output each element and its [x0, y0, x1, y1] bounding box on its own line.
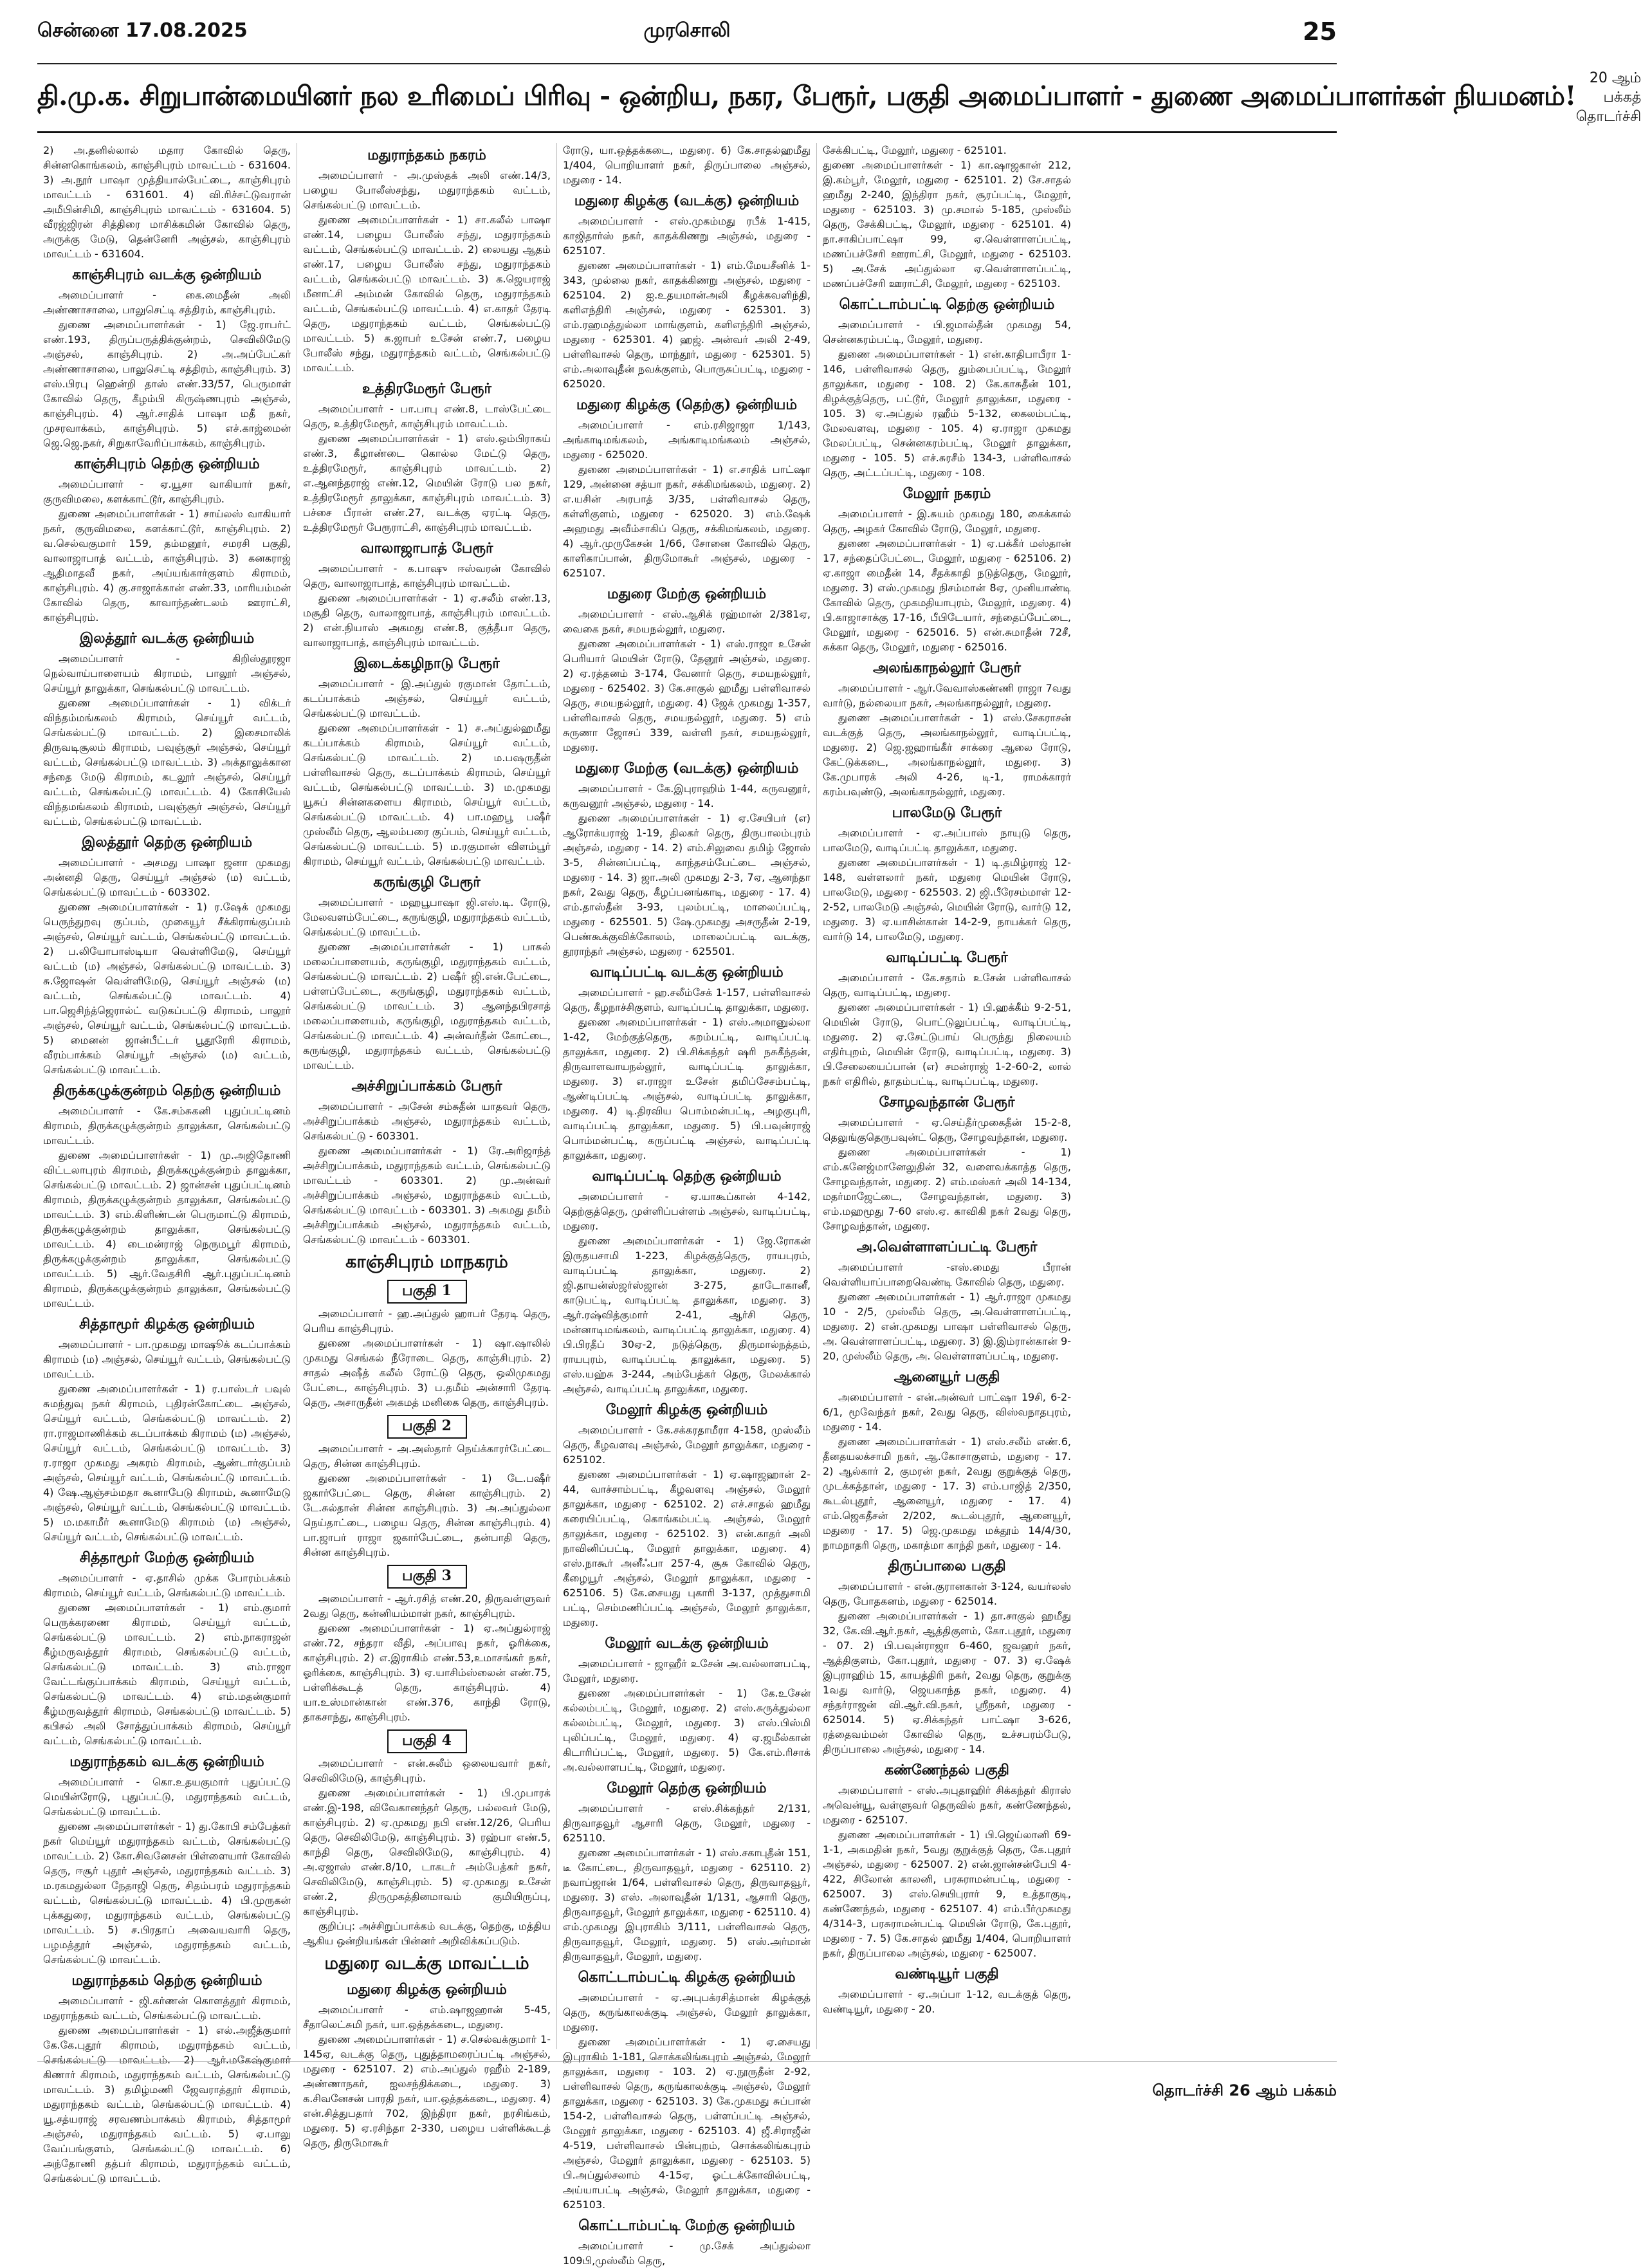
- paragraph: துணை அமைப்பாளர்கள் - 1) ஏ.அப்துல்ராஜ் எண்.72, சந்தரா வீதி, அப்பாவு நகர், ஓரிக்கை, காஞ்சிபுரம். 2) எ.இராகிம் எண்.53,உமாசங்கர் நகர், ஓரிக்கை, காஞ்சிபுரம். 3) ஏ.யாசிம்ஸ்லைன் எண்.75, பள்ளிக்கூடத் தெரு, காஞ்சிபுரம். 4) யா.உஸ்மான்கான் எண்.376, காந்தி ரோடு, தாகசாந்து, காஞ்சிபுரம்.: [303, 1622, 551, 1723]
- section: [303, 655, 551, 869]
- paragraph: அமைப்பாளர் - கிறிஸ்தூரஜா நெல்வாய்பாளையம் கிராமம், பாலூர் அஞ்சல், செய்யூர் தாலுக்கா, செங்கல்பட்டு மாவட்டம்.: [43, 652, 291, 694]
- section: [563, 143, 811, 187]
- headline-row: [37, 64, 1641, 133]
- section-title: மேலூர் நகரம்: [903, 485, 991, 502]
- paragraph: அமைப்பாளர் - ஆர்.வேவாஸ்கண்ணி ராஜா 7வது வார்டு, நல்லையா நகர், அலங்காநல்லூர், மதுரை.: [823, 682, 1071, 709]
- section: [303, 147, 551, 375]
- section-title: திருக்கழுக்குன்றம் தெற்கு ஒன்றியம்: [53, 1082, 281, 1099]
- paragraph: ரோடு, யா.ஒத்தக்கடை, மதுரை. 6) கே.சாதல்ஹமீது 1/404, பொறியாளர் நகர், திருப்பாலை அஞ்சல், மதுரை - 14.: [563, 144, 811, 186]
- section-title: பகுதி 2: [387, 1415, 467, 1439]
- paragraph: அமைப்பாளர் - ஹ.அப்துல் ஹாபர் தேரடி தெரு, பெரிய காஞ்சிபுரம்.: [303, 1307, 551, 1334]
- section-title: வாலாஜாபாத் பேரூர்: [360, 540, 493, 557]
- section: [823, 485, 1071, 654]
- section: [43, 456, 291, 625]
- section-title: மதுரை வடக்கு மாவட்டம்: [324, 1953, 529, 1973]
- paragraph: அமைப்பாளர் - ஏ.யூசா வாகியார் நகர், குருவிமலை, களக்காட்டூர், காஞ்சிபுரம்.: [43, 478, 291, 505]
- section-title: காஞ்சிபுரம் மாநகரம்: [345, 1252, 508, 1272]
- paragraph: அமைப்பாளர் - கே.சம்சுகனி புதுப்பட்டினம் கிராமம், திருக்கழுக்குன்றம் தாலுக்கா, செங்கல்பட்டு மாவட்டம்.: [43, 1105, 291, 1147]
- paragraph: துணை அமைப்பாளர்கள் - 1) எம்.சுனேஜ்மானேலுதின் 32, வளைவக்காத்த தெரு, சோழவந்தான், மதுரை. 2) எம்.மஸ்கர் அலி 14-134, மதர்மாஜேட்டை, சோழவந்தான், மதுரை. 3) எம்.மஹமூது 7-60 எஸ்.ஏ. காவிகி நகர் 2வது தெரு, சோழவந்தான், மதுரை.: [823, 1146, 1071, 1232]
- paragraph: துணை அமைப்பாளர்கள் - 1) கே.உசேன் கல்லம்பட்டி, மேலூர், மதுரை. 2) எஸ்.சுருக்துல்லா கல்லம்பட்டி, மேலூர், மதுரை. 3) எஸ்.பிஸ்மி புலிப்பட்டி, மேலூர், மதுரை. 4) ஏ.ஜமீல்கான் கிடாரிப்பட்டி, மேலூர், மதுரை. 5) கே.எம்.ரிசாக் அ.வல்லாளபட்டி, மேலூர், மதுரை.: [563, 1687, 811, 1773]
- section: [303, 1280, 551, 1410]
- paragraph: அமைப்பாளர் - மு.சேக் அப்துல்லா 109பி,முஸ்லீம் தெரு,: [563, 2240, 811, 2267]
- section: [563, 760, 811, 959]
- section: [823, 659, 1071, 799]
- paragraph: துணை அமைப்பாளர்கள் - 1) டி.தமிழ்ராஜ் 12-148, வள்ளலார் நகர், மதுரை மெயின் ரோடு, பாலமேடு, மதுரை - 625503. 2) ஜி.பீரேசம்மாள் 12-2-52, பாலமேடு அஞ்சல், மெயின் ரோடு, வார்டு 12, மதுரை. 3) ஏ.யாசின்கான் 14-2-9, நாயக்கர் தெரு, வார்டு 14, பாலமேடு, மதுரை.: [823, 856, 1071, 943]
- paragraph: துணை அமைப்பாளர்கள் - 1) ர.ஷேக் முகமது பெருந்துறவு குப்பம், முகையூர் சீக்கிராங்குப்பம் அஞ்சல், செய்யூர் வட்டம், செங்கல்பட்டு மாவட்டம். 2) ப.லியோபாஸ்டியா வெள்ளிமேடு, செய்யூர் வட்டம் (ம) அஞ்சல், செங்கல்பட்டு மாவட்டம். 3) சு.ஜோஷன் வெள்ளிமேடு, செய்யூர் அஞ்சல் (ம) வட்டம், செங்கல்பட்டு மாவட்டம். 4) பா.ஜெசிந்த்ஜெரால்ட் வடுகப்பட்டு கிராமம், பாலூர் அஞ்சல், செய்யூர் வட்டம், செங்கல்பட்டு மாவட்டம். 5) மைனன் ஜான்பீட்டர் பூதூரேரி கிராமம், வீரம்பாக்கம் செய்யூர் அஞ்சல் (ம) வட்டம், செங்கல்பட்டு மாவட்டம்.: [43, 901, 291, 1076]
- paragraph: அமைப்பாளர் - பி.ஜமால்தீன் முகமது 54, சென்னகரம்பட்டி, மேலூர், மதுரை.: [823, 318, 1071, 346]
- paragraph: துணை அமைப்பாளர்கள் - 1) எஸ்.சலீம் எண்.6, தீனதயலக்சாமி நகர், ஆ.கோசாகுளம், மதுரை - 17. 2) ஆல்கார் 2, குமரன் நகர், 2வது குறுக்குத் தெரு, முடக்கத்தான், மதுரை - 17. 3) எம்.பாஜித் 2/350, கூடல்புதூர், ஆனையூர், மதுரை - 17. 4) எம்.ஜெகதீசன் 2/202, கூடல்புதூர், ஆனையூர், மதுரை - 17. 5) ஜெ.முகமது மக்தூம் 14/4/30, நாமநாதரி தெரு, மகாத்மா காந்தி நகர், மதுரை - 14.: [823, 1435, 1071, 1551]
- paragraph: துணை அமைப்பாளர்கள் - 1) ஜே.ராபர்ட் எண்.193, திருப்பருத்திக்குன்றம், செவிலிமேடு அஞ்சல், காஞ்சிபுரம். 2) அ.அப்பேட்கர் அண்ணாசாலை, பாலுசெட்டி சத்திரம், காஞ்சிபுரம். 3) எஸ்.பிரபு ஹென்றி தாஸ் எண்.33/57, பெருமாள் கோவில் தெரு, கீழம்பி கிருஷ்ணபுரம் அஞ்சல், காஞ்சிபுரம். 4) ஆர்.சாதிக் பாஷா மதீ நகர், முசரவாக்கம், காஞ்சிபுரம். 5) எச்.காஜ்மைன் ஜெ.ஜெ.நகர், சிறுகாவேரிப்பாக்கம், காஞ்சிபுரம்.: [43, 318, 291, 449]
- section: [303, 1729, 551, 1948]
- paragraph: துணை அமைப்பாளர்கள் - 1) சா.கலீல் பாஷா எண்.14, பழைய போலீஸ் சந்து, மதுராந்தகம் வட்டம், செங்கல்பட்டு மாவட்டம். 2) லையது ஆதம் எண்.17, பழைய போலீஸ் சந்து, மதுராந்தகம் வட்டம், செங்கல்பட்டு மாவட்டம். 3) க.ஜெயராஜ் மீனாட்சி அம்மன் கோவில் தெரு, மதுராந்தகம் வட்டம், செங்கல்பட்டு மாவட்டம். 4) எ.காதர் தேரடி தெரு, மதுராந்தகம் வட்டம், செங்கல்பட்டு மாவட்டம். 5) க.ஜாபர் உசேன் எண்.7, பழைய போலீஸ் சந்து, மதுராந்தகம் வட்டம், செங்கல்பட்டு மாவட்டம்.: [303, 214, 551, 374]
- paragraph: துணை அமைப்பாளர்கள் - 1) எஸ்.ஒம்பிராகய் எண்.3, கீழாண்டை கொல்ல மேட்டு தெரு, உத்திரமேரூர், காஞ்சிபுரம் மாவட்டம். 2) எ.ஆனந்தராஜ் எண்.12, மெயின் ரோடு பல நகர், உத்திரமேரூர் தாலுக்கா, காஞ்சிபுரம் மாவட்டம். 3) பச்சை பீரான் எண்.27, வடக்கு ஏரட்டி தெரு, உத்திரமேரூர் பேரூராட்சி, காஞ்சிபுரம் மாவட்டம்.: [303, 432, 551, 533]
- paragraph: துணை அமைப்பாளர்கள் - 1) ரே.அரிஜாந்த் அச்சிறுப்பாக்கம், மதுராந்தகம் வட்டம், செங்கல்பட்டு மாவட்டம் - 603301. 2) மு.அன்வர் அச்சிறுப்பாக்கம் அஞ்சல், மதுராந்தகம் வட்டம், செங்கல்பட்டு மாவட்டம் - 603301. 3) அகமது தமீம் அச்சிறுப்பாக்கம் அஞ்சல், மதுராந்தகம் வட்டம், செங்கல்பட்டு மாவட்டம் - 603301.: [303, 1145, 551, 1246]
- section: [823, 1762, 1071, 1960]
- section-title: சித்தாமூர் கிழக்கு ஒன்றியம்: [78, 1316, 255, 1332]
- section-title: காஞ்சிபுரம் தெற்கு ஒன்றியம்: [74, 456, 260, 472]
- section-title: காஞ்சிபுரம் வடக்கு ஒன்றியம்: [72, 266, 262, 283]
- section-title: வண்டியூர் பகுதி: [895, 1966, 999, 1982]
- text-column: [37, 143, 297, 2184]
- paragraph: அமைப்பாளர் - எஸ்.ஆசிக் ரஹ்மான் 2/381ஏ, வைகை நகர், சமயநல்லூர், மதுரை.: [563, 608, 811, 635]
- section: [43, 1753, 291, 1967]
- paragraph: துணை அமைப்பாளர்கள் - 1) ஜே.ரோகன் இருதயசாமி 1-223, கிழக்குத்தெரு, ராயபுரம், வாடிப்பட்டி தாலுக்கா, மதுரை. 2) ஜி.தாயன்ஸ்ஜர்ஸ்ஜான் 3-275, தாடோகானீ, காடுபட்டி, வாடிப்பட்டி தாலுக்கா, மதுரை. 3) ஆர்.ரஷ்வித்குமார் 2-41, ஆர்சி தெரு, மன்னாடிமங்கலம், வாடிப்பட்டி தாலுக்கா, மதுரை. 4) பி.பிரதீப் 30ஏ-2, நடுத்தெரு, திருமால்நத்தம், ராயபுரம், வாடிப்பட்டி தாலுக்கா, மதுரை. 5) எஸ்.யஹ்சு 3-244, அம்பேத்கர் தெரு, மேலக்கால் அஞ்சல், வாடிப்பட்டி தாலுக்கா, மதுரை.: [563, 1235, 811, 1395]
- paragraph: அமைப்பாளர் - எஸ்.அபுதாஹிர் சிக்கந்தர் கிராஸ் அவென்யூ, வள்ளுவர் தெருவில் நகர், கண்ணேந்தல், மதுரை - 625107.: [823, 1784, 1071, 1826]
- section: [43, 266, 291, 450]
- paragraph: அமைப்பாளர் - கே.இபுராஹிம் 1-44, கருவனூர், கருவனூர் அஞ்சல், மதுரை - 14.: [563, 782, 811, 809]
- section: [303, 1953, 551, 1976]
- paragraph: அமைப்பாளர் - கே.சக்கரதாமீரா 4-158, முஸ்லீம் தெரு, கீழவளவு அஞ்சல், மேலூர் தாலுக்கா, மதுரை - 625102.: [563, 1424, 811, 1466]
- section-title: உத்திரமேரூர் பேரூர்: [362, 380, 491, 397]
- section-title: சோழவந்தான் பேரூர்: [879, 1094, 1015, 1111]
- section-title: கொட்டாம்பட்டி கிழக்கு ஒன்றியம்: [578, 1969, 796, 1986]
- paragraph: அமைப்பாளர் - என்.சுலீம் ஒலையவார் நகர், செவிலிமேடு, காஞ்சிபுரம்.: [303, 1757, 551, 1784]
- section: [303, 1565, 551, 1724]
- section-title: மதுரை கிழக்கு ஒன்றியம்: [347, 1981, 507, 1998]
- paragraph: அமைப்பாளர் - ஏ.அப்பா 1-12, வடக்குத் தெரு, வண்டியூர், மதுரை - 20.: [823, 1988, 1071, 2015]
- section: [303, 1415, 551, 1560]
- headline: தி.மு.க. சிறுபான்மையினர் நல உரிமைப் பிரிவு - ஒன்றிய, நகர, பேரூர், பகுதி அமைப்பாளர் - துணை அமைப்பாளர்கள் நியமனம்!: [37, 80, 1577, 111]
- paragraph: துணை அமைப்பாளர்கள் - 1) எஸ்.சகாபுதீன் 151, டீ கோட்டை, திருவாதவூர், மதுரை - 625110. 2) நவாப்ஜான் 1/64, பள்ளிவாசல் தெரு, திருவாதவூர், மதுரை. 3) எஸ். அலாவுதீன் 1/131, ஆசாரி தெரு, திருவாதவூர், மேலூர் தாலுக்கா, மதுரை - 625110. 4) எம்.முகமது இபுராகிம் 3/111, பள்ளிவாசல் தெரு, திருவாதவூர், மேலூர், மதுரை. 5) எஸ்.அர்மான் திருவாதவூர், மேலூர், மதுரை.: [563, 1847, 811, 1962]
- section-title: சித்தாமூர் மேற்கு ஒன்றியம்: [79, 1549, 255, 1566]
- paragraph: துணை அமைப்பாளர்கள் - 1) எஸ்.சேகராசன் வடக்குத் தெரு, அலங்காநல்லூர், வாடிப்பட்டி, மதுரை. 2) ஜெ.ஜஹாங்கீர் சாக்ரை ஆலை ரோடு, கேட்டுக்கடை, அலங்காநல்லூர், மதுரை. 3) கே.முபாரக் அலி 4-26, டி-1, ராமக்காரர் கரம்பவுண்டு, அலங்காநல்லூர், மதுரை.: [823, 712, 1071, 798]
- paragraph: அமைப்பாளர் - அ.அஸ்தார் நெய்க்காரர்பேட்டை தெரு, சின்ன காஞ்சிபுரம்.: [303, 1443, 551, 1470]
- section: [563, 2217, 811, 2268]
- section: [563, 585, 811, 755]
- paragraph: அமைப்பாளர் - இ.அப்துல் ரகுமான் தோட்டம், கடப்பாக்கம் அஞ்சல், செய்யூர் வட்டம், செங்கல்பட்டு மாவட்டம்.: [303, 678, 551, 719]
- paragraph: அமைப்பாளர் - கொ.உதயகுமார் புதுப்பட்டு மெயின்ரோடு, புதுப்பட்டு, மதுராந்தகம் வட்டம், செங்கல்பட்டு மாவட்டம்.: [43, 1776, 291, 1818]
- paragraph: துணை அமைப்பாளர்கள் - 1) தா.சாகுல் ஹமீது 32, கே.வி.ஆர்.நகர், ஆத்திகுளம், கோ.புதூர், மதுரை - 07. 2) பி.பவுன்ராஜா 6-460, ஜவஹர் நகர், ஆத்திகுளம், கோ.புதூர், மதுரை - 07. 3) ஏ.ஷேக் இபுராஹிம் 15, காயத்திரி நகர், 2வது தெரு, குறுக்கு 1வது வார்டு, ஜெயகாந்த நகர், மதுரை. 4) சந்தர்ராஜன் வி.ஆர்.வி.நகர், ஸ்ரீநகர், மதுரை - 625014. 5) ஏ.சிக்கந்தர் பாட்ஷா 3-626, ரத்தைவம்மன் கோவில் தெரு, உச்சபரம்பேடு, திருப்பாலை அஞ்சல், மதுரை - 14.: [823, 1610, 1071, 1755]
- paragraph: அமைப்பாளர் - ஜி.கர்ணன் கொளத்தூர் கிராமம், மதுராந்தகம் வட்டம், செங்கல்பட்டு மாவட்டம்.: [43, 1995, 291, 2022]
- section-title: மேலூர் கிழக்கு ஒன்றியம்: [605, 1401, 768, 1418]
- section-title: இலத்தூர் வடக்கு ஒன்றியம்: [79, 630, 255, 647]
- paragraph: அமைப்பாளர் - ஏ.யாகூப்கான் 4-142, தெற்குத்தெரு, முள்ளிப்பள்ளம் அஞ்சல், வாடிப்பட்டி, மதுரை.: [563, 1190, 811, 1232]
- paragraph: துணை அமைப்பாளர்கள் - 1) கா.ஷாஜகான் 212, இ.கம்பூர், மேலூர், மதுரை - 625101. 2) சே.சாதல் ஹமீது 2-240, இந்திரா நகர், சூரப்பட்டி, மேலூர், மதுரை - 625103. 3) மு.சமால் 5-185, முஸ்லீம் தெரு, சேக்கிபட்டி, மேலூர், மதுரை - 625101. 4) நா.சாகிப்பாட்ஷா 99, ஏ.வெள்ளாளப்பட்டி, மணப்பச்சேரி ஊராட்சி, மேலூர், மதுரை - 625103. 5) அ.சேக் அப்துல்லா ஏ.வெள்ளாளப்பட்டி, மணப்பச்சேரி ஊராட்சி, மேலூர், மதுரை - 625103.: [823, 159, 1071, 290]
- paragraph: துணை அமைப்பாளர்கள் - 1) என்.காதிபாபீரா 1-146, பள்ளிவாசல் தெரு, தும்பைப்பட்டி, மேலூர் தாலுக்கா, மதுரை - 108. 2) கே.காசுதீன் 101, கிழக்குத்தெரு, பட்டூர், மேலூர் தாலுக்கா, மதுரை - 105. 3) ஏ.அப்துல் ரஹீம் 5-132, கைலம்பட்டி, மேலவளவு, மதுரை - 105. 4) ஏ.ராஜா முகமது மேலப்பட்டி, சென்னகரம்பட்டி, மேலூர் தாலுக்கா, மதுரை - 105. 5) எச்.சுரசீம் 134-3, பள்ளிவாசல் தெரு, அட்டப்பட்டி, மதுரை - 108.: [823, 348, 1071, 479]
- paragraph: துணை அமைப்பாளர்கள் - 1) எம்.மேயசீனிக் 1-343, முல்லை நகர், காதக்கிணறு அஞ்சல், மதுரை - 625104. 2) ஐ.உதயமான்அலி கீழக்கவளிந்தி, களிஎந்திரி அஞ்சல், மதுரை - 625301. 3) எம்.ரஹமத்துல்லா மாங்குளம், களிஎந்திரி அஞ்சல், மதுரை - 625301. 4) ஹஜ். அன்வர் அலி 2-49, பள்ளிவாசல் தெரு, மாந்தூர், மதுரை - 625301. 5) எம்.அலாவுதீன் நவக்குளம், பொருசுப்பட்டி, மதுரை - 625020.: [563, 259, 811, 390]
- paragraph: அமைப்பாளர் - என்.அன்வர் பாட்ஷா 19சி, 6-2-6/1, மூவேந்தர் நகர், 2வது தெரு, விஸ்வநாதபுரம், மதுரை - 14.: [823, 1391, 1071, 1433]
- paragraph: துணை அமைப்பாளர்கள் - 1) விக்டர் விந்தம்மங்கலம் கிராமம், செய்யூர் வட்டம், செங்கல்பட்டு மாவட்டம். 2) இசைமாலிக் திருவடிசூலம் கிராமம், பவுஞ்சூர் அஞ்சல், செய்யூர் வட்டம், செங்கல்பட்டு மாவட்டம். 3) அக்தாலுக்கான சந்தை மேடு கிராமம், கடலூர் அஞ்சல், செய்யூர் வட்டம், செங்கல்பட்டு மாவட்டம். 4) கோசியேல் விந்தமங்கலம் கிராமம், பவுஞ்சூர் அஞ்சல், செய்யூர் வட்டம், செங்கல்பட்டு மாவட்டம்.: [43, 697, 291, 827]
- section-title: வாடிப்பட்டி பேரூர்: [886, 949, 1008, 966]
- paragraph: அமைப்பாளர் - க.பாஷு ஈஸ்வரன் கோவில் தெரு, வாலாஜாபாத், காஞ்சிபுரம் மாவட்டம்.: [303, 562, 551, 589]
- section-title: மதுரை கிழக்கு (வடக்கு) ஒன்றியம்: [574, 192, 800, 209]
- paragraph: துணை அமைப்பாளர்கள் - 1) எம்.குமார் பெருக்கரணை கிராமம், செய்யூர் வட்டம், செங்கல்பட்டு மாவட்டம். 2) எம்.நாகராஜன் கீழ்மருவத்தூர் கிராமம், செங்கல்பட்டு வட்டம், செங்கல்பட்டு மாவட்டம். 3) எம்.ராஜா வேட்டங்குப்பாக்கம் கிராமம், செய்யூர் வட்டம், செங்கல்பட்டு மாவட்டம். 4) எம்.மதன்குமார் கீழ்மருவத்தூர் கிராமம், செங்கல்பட்டு மாவட்டம். 5) கபிசல் அலி சோத்துப்பாக்கம் கிராமம், செய்யூர் வட்டம், செங்கல்பட்டு மாவட்டம்.: [43, 1601, 291, 1747]
- section-title: பகுதி 4: [387, 1729, 467, 1753]
- paragraph: துணை அமைப்பாளர்கள் - 1) பி.முபாரக் எண்.இ-198, விவேகானந்தர் தெரு, பல்லவர் மேடு, காஞ்சிபுரம். 2) ஏ.முகமது நபி எண்.12/26, பெரிய தெரு, செவிலிமேடு, காஞ்சிபுரம். 3) ரஹ்பா எண்.5, காந்தி தெரு, செவிலிமேடு, காஞ்சிபுரம். 4) அ.ஏஜாஸ் எண்.8/10, டாகடர் அம்பேத்கர் நகர், செவிலிமேடு, காஞ்சிபுரம். 5) ஏ.முகமது உசேன் எண்.2, திருமுகத்தினமாவம் குமியிருப்பு, காஞ்சிபுரம்.: [303, 1787, 551, 1917]
- section-title: பாலமேடு பேரூர்: [892, 804, 1002, 821]
- paragraph: துணை அமைப்பாளர்கள் - 1) ஏ.சலீம் எண்.13, மசூதி தெரு, வாலாஜாபாத், காஞ்சிபுரம் மாவட்டம். 2) என்.நியாஸ் அகமது எண்.8, குத்தீபா தெரு, வாலாஜாபாத், காஞ்சிபுரம் மாவட்டம்.: [303, 592, 551, 649]
- section: [43, 834, 291, 1077]
- section: [563, 396, 811, 580]
- section: [43, 1316, 291, 1544]
- paragraph: அமைப்பாளர் - என்.குரானகான் 3-124, வயர்லஸ் தெரு, போதகனம், மதுரை - 625014.: [823, 1580, 1071, 1607]
- paragraph: அமைப்பாளர் - மஹபூபாஷா ஜி.எஸ்.டி. ரோடு, மேலவளம்பேட்டை, கருங்குழி, மதுராந்தகம் வட்டம், செங்கல்பட்டு மாவட்டம்.: [303, 896, 551, 938]
- section-title: அ.வெள்ளாளப்பட்டி பேரூர்: [856, 1239, 1038, 1255]
- section-title: மதுரை கிழக்கு (தெற்கு) ஒன்றியம்: [576, 396, 798, 413]
- section: [303, 1078, 551, 1247]
- page-number: 25: [1303, 17, 1337, 46]
- section: [303, 540, 551, 650]
- section: [823, 804, 1071, 944]
- section: [563, 1780, 811, 1964]
- paragraph: அமைப்பாளர் - ஆர்.ரசித் எண்.20, திருவள்ளுவர் 2வது தெரு, கன்னியம்மாள் நகர், காஞ்சிபுரம்.: [303, 1592, 551, 1619]
- section-title: மேலூர் வடக்கு ஒன்றியம்: [605, 1635, 769, 1652]
- paragraph: அமைப்பாளர் - அசமது பாஷா ஜனா முகமது அன்னதி தெரு, செய்யூர் அஞ்சல் (ம) வட்டம், செங்கல்பட்டு மாவட்டம் - 603302.: [43, 856, 291, 898]
- paragraph: அமைப்பாளர் - ஏ.அப்பாஸ் நாயுடு தெரு, பாலமேடு, வாடிப்பட்டி தாலுக்கா, மதுரை.: [823, 827, 1071, 854]
- paragraph: அமைப்பாளர் - அ.முஸ்தக் அலி எண்.14/3, பழைய போலீஸ்சந்து, மதுராந்தகம் வட்டம், செங்கல்பட்டு மாவட்டம்.: [303, 169, 551, 211]
- section-title: கருங்குழி பேரூர்: [373, 874, 481, 890]
- paragraph: அமைப்பாளர் - ஏ.செய்தீர்முகைதீன் 15-2-8, தெலுங்குதெருபவுன்ட் தெரு, சோழவந்தான், மதுரை.: [823, 1116, 1071, 1143]
- section: [823, 1966, 1071, 2016]
- section-title: பகுதி 3: [387, 1565, 467, 1589]
- paragraph: அமைப்பாளர் - ஜாஹீர் உசேன் அ.வல்லாளபட்டி, மேலூர், மதுரை.: [563, 1657, 811, 1684]
- paragraph: சேக்கிபட்டி, மேலூர், மதுரை - 625101.: [823, 144, 1007, 156]
- section-title: மதுரை மேற்கு (வடக்கு) ஒன்றியம்: [574, 760, 799, 777]
- paragraph: துணை அமைப்பாளர்கள் - 1) பி.ஹக்கீம் 9-2-51, மெயின் ரோடு, பொட்டுலுப்பட்டி, வாடிப்பட்டி, மதுரை. 2) ஏ.சேட்டுபாய் பெருந்து நிலையம் எதிர்புறம், மெயின் ரோடு, வாடிப்பட்டி, மதுரை. 3) பி.சேலையைப்பான் (எ) சமன்ராஜ் 1-2-60-2, லால் நகர் எதிரில், தாதம்பட்டி, வாடிப்பட்டி, மதுரை.: [823, 1001, 1071, 1087]
- section: [43, 1549, 291, 1748]
- section: [303, 874, 551, 1073]
- paragraph: துணை அமைப்பாளர்கள் - 1) எல்.அஜீத்குமார் கே.கே.புதூர் கிராமம், மதுராந்தகம் வட்டம், செங்கல்பட்டு மாவட்டம். 2) ஆர்.மகேஷ்குமார் கிணார் கிராமம், மதுராந்தகம் வட்டம், செங்கல்பட்டு மாவட்டம். 3) தமிழ்மணி ஜேவராத்தூர் கிராமம், மதுராந்தகம் வட்டம், செங்கல்பட்டு மாவட்டம். 4) யூ.சத்யராஜ் சரவணம்பாக்கம் கிராமம், சித்தாமூர் அஞ்சல், மதுராந்தகம் வட்டம். 5) ஏ.பாலு வேப்பங்குளம், செங்கல்பட்டு மாவட்டம். 6) அந்தோணி தத்பர் கிராமம், மதுராந்தகம் வட்டம், செங்கல்பட்டு மாவட்டம்.: [43, 2024, 291, 2184]
- paragraph: துணை அமைப்பாளர்கள் - 1) ஷா.ஷாலில் முகமது செங்கல் நீரோடை தெரு, காஞ்சிபுரம். 2) சாதல் அஷீத் கலீல் ரோட்டு தெரு, ஒலிமுகமது பேட்டை, காஞ்சிபுரம். 3) ப.தமீம் அன்சாரி தேரடி தெரு, அசாருதீன் அகமத் மனிகை தெரு, காஞ்சிபுரம்.: [303, 1337, 551, 1408]
- paragraph: துணை அமைப்பாளர்கள் - 1) எ.சாதிக் பாட்ஷா 129, அன்னை சத்யா நகர், சக்கிமங்கலம், மதுரை. 2) எ.யசின் அரபாத் 3/35, பள்ளிவாசல் தெரு, கள்ளிகுளம், மதுரை - 625020. 3) எம்.ஷேக் அஹமது அவீம்சாகிப் தெரு, சக்கிமங்கலம், மதுரை. 4) ஆர்.முருகேசன் 1/66, சோனை கோவில் தெரு, காளிகாப்பான், திருமோகூர் அஞ்சல், மதுரை - 625107.: [563, 463, 811, 579]
- text-column: [557, 143, 817, 2267]
- section: [823, 1369, 1071, 1553]
- section-title: வாடிப்பட்டி தெற்கு ஒன்றியம்: [592, 1168, 782, 1185]
- paragraph: குறிப்பு: அச்சிறுப்பாக்கம் வடக்கு, தெற்கு, மத்திய ஆகிய ஒன்றியங்கள் பின்னர் அறிவிக்கப்படும்.: [303, 1920, 551, 1947]
- section: [823, 296, 1071, 480]
- paragraph: அமைப்பாளர் - அசேன் சம்சுதீன் யாதவர் தெரு, அச்சிறுப்பாக்கம் அஞ்சல், மதுராந்தகம் வட்டம், செங்கல்பட்டு - 603301.: [303, 1100, 551, 1142]
- section-title: கண்ணேந்தல் பகுதி: [885, 1762, 1009, 1778]
- section: [823, 143, 1071, 291]
- section-title: திருப்பாலை பகுதி: [888, 1558, 1006, 1574]
- section: [43, 630, 291, 829]
- paragraph: துணை அமைப்பாளர்கள் - 1) ஏ.சையது இபுராகிம் 1-181, சொக்கலிங்கபுரம் அஞ்சல், மேலூர் தாலுக்கா, மதுரை - 103. 2) ஏ.நூருதீன் 2-92, பள்ளிவாசல் தெரு, கருங்காலக்குடி அஞ்சல், மேலூர் தாலுக்கா, மதுரை - 625103. 3) கே.முகமது சுப்பான் 154-2, பள்ளிவாசல் தெரு, பள்ளப்பட்டி அஞ்சல், மேலூர் தாலுக்கா, மதுரை - 625103. 4) ஜீ.சிராஜீன் 4-519, பள்ளிவாசல் பின்புறம், சொக்கலிங்கபுரம் அஞ்சல், மேலூர் தாலுக்கா, மதுரை - 625103. 5) பி.அப்துல்சலாம் 4-15ஏ, ஓட்டக்கோவில்பட்டி, அய்யாபட்டி அஞ்சல், மேலூர் தாலுக்கா, மதுரை - 625103.: [563, 2036, 811, 2211]
- paragraph: அமைப்பாளர் - கை.மைதீன் அலி அண்ணாசாலை, பாலுசெட்டி சத்திரம், காஞ்சிபுரம்.: [43, 289, 291, 316]
- paragraph: அமைப்பாளர் - ஏ.அபுபக்ரசித்மான் கிழக்குத் தெரு, கருங்காலக்குடி அஞ்சல், மேலூர் தாலுக்கா, மதுரை.: [563, 1991, 811, 2033]
- paragraph: துணை அமைப்பாளர்கள் - 1) ச.அப்துல்ஹமீது கடப்பாக்கம் கிராமம், செய்யூர் வட்டம், செங்கல்பட்டு மாவட்டம். 2) ம.பஷருதீன் பள்ளிவாசல் தெரு, கடப்பாக்கம் கிராமம், செய்யூர் வட்டம், செங்கல்பட்டு மாவட்டம். 3) ம.முகமது யூசுப் சின்னகளைய கிராமம், செய்யூர் வட்டம், செங்கல்பட்டு மாவட்டம். 4) பா.மஹபூ பஷீர் முஸ்லீம் தெரு, ஆலம்பரை குப்பம், செய்யூர் வட்டம், செங்கல்பட்டு மாவட்டம். 5) ம.ரகுமான் விளம்பூர் கிராமம், செய்யூர் வட்டம், செங்கல்பட்டு மாவட்டம்.: [303, 722, 551, 867]
- continued-on-note: தொடர்ச்சி 26 ஆம் பக்கம்: [1152, 2081, 1337, 2099]
- section: [823, 1094, 1071, 1233]
- section: [563, 192, 811, 391]
- section-title: வாடிப்பட்டி வடக்கு ஒன்றியம்: [590, 964, 784, 981]
- section: [823, 949, 1071, 1089]
- paragraph: அமைப்பாளர் - எம்.ரசிஜாஜா 1/143, அங்காடிமங்கலம், அங்காடிமங்கலம் அஞ்சல், மதுரை - 625020.: [563, 419, 811, 461]
- paragraph: துணை அமைப்பாளர்கள் - 1) ஏ.சேயிபர் (எ) ஆரோக்யராஜ் 1-19, திலகர் தெரு, திருபாலம்புரம் அஞ்சல், மதுரை - 14. 2) எம்.சிலுவை தமிழ் ஜோஸ் 3-5, சின்னப்பட்டி, காந்தசம்பேட்டை அஞ்சல், மதுரை - 14. 3) ஜா.அலி முகமது 2-3, 7ஏ, ஆனந்தா நகர், 2வது தெரு, கீழப்பனங்காடி, மதுரை - 17. 4) எம்.தாஸ்தீன் 3-93, புலம்பட்டி, மாலைப்பட்டி, மதுரை - 625501. 5) ஷே.முகமது அசருதீன் 2-19, பெண்கூக்குவிக்கோலம், மாலைப்பட்டி வடக்கு, தூராந்தர் அஞ்சல், மதுரை - 625501.: [563, 812, 811, 957]
- section-title: இடைக்கழிநாடு பேரூர்: [354, 655, 500, 672]
- section-title: மேலூர் தெற்கு ஒன்றியம்: [607, 1780, 767, 1796]
- section-title: மதுரை மேற்கு ஒன்றியம்: [607, 585, 767, 602]
- section: [563, 964, 811, 1163]
- section: [563, 1168, 811, 1396]
- paragraph: அமைப்பாளர் - இ.சுயம் முகமது 180, கைக்கால் தெரு, அழகர் கோவில் ரோடு, மேலூர், மதுரை.: [823, 508, 1071, 535]
- paragraph: துணை அமைப்பாளர்கள் - 1) ர.பாஸ்டர் பவுல் சுமந்துவு நகர் கிராமம், புதிரன்கோட்டை அஞ்சல், செய்யூர் வட்டம், செங்கல்பட்டு மாவட்டம். 2) ரா.ராஜமாணிக்கம் கடப்பாக்கம் கிராமம் (ம) அஞ்சல், செய்யூர் வட்டம், செங்கல்பட்டு மாவட்டம். 3) ர.ராஜா முகமது அகரம் கிராமம், ஆண்டார்குப்பம் அஞ்சல், செய்யூர் வட்டம், செங்கல்பட்டு மாவட்டம். 4) ஷே.ஆஞ்சம்மதா கூனாபேடு கிராமம், கூனாமேடு அஞ்சல், செய்யூர் வட்டம், செங்கல்பட்டு மாவட்டம். 5) ம.மகாமீர் கூனாமேடு கிராமம் (ம) அஞ்சல், செய்யூர் வட்டம், செங்கல்பட்டு மாவட்டம்.: [43, 1383, 291, 1543]
- paragraph: துணை அமைப்பாளர்கள் - 1) சாய்லஸ் வாகியார் நகர், குருவிமலை, களக்காட்டூர், காஞ்சிபுரம். 2) வ.செல்வகுமார் 159, தம்மனூர், சமரசி பகுதி, வாலாஜாபாத் வட்டம், காஞ்சிபுரம். 3) கனகராஜ் ஆதிமாதவீ நகர், அய்யங்கார்குளம் கிராமம், காஞ்சிபுரம். 4) கு.சாஜாக்கான் எண்.33, மாரியம்மன் கோவில் தெரு, காவாந்தண்டலம் ஊராட்சி, காஞ்சிபுரம்.: [43, 508, 291, 623]
- section-title: மதுராந்தகம் வடக்கு ஒன்றியம்: [69, 1753, 264, 1770]
- paragraph: அமைப்பாளர் - எஸ்.முகம்மது ரபீக் 1-415, காஜிதார்ஸ் நகர், காதக்கிணறு அஞ்சல், மதுரை - 625107.: [563, 215, 811, 257]
- section: [43, 143, 291, 261]
- paragraph: துணை அமைப்பாளர்கள் - 1) ஏ.பக்கீர் மஸ்தான் 17, சந்தைப்பேட்டை, மேலூர், மதுரை - 625106. 2) ஏ.காஜா மைதீன் 14, சீதக்காதி நடுத்தெரு, மேலூர், மதுரை. 3) எஸ்.முகமது நிசம்மான் 8ஏ, முனியாண்டி கோவில் தெரு, முகமதியாபுரம், மேலூர், மதுரை. 4) பி.காஜாசாக்கு 17-16, பீபிடேயார், சந்தைப்பேட்டை, மேலூர், மதுரை - 625016. 5) என்.சுமாதீன் 72சீ, சுக்கா தெரு, மேலூர், மதுரை - 625016.: [823, 537, 1071, 653]
- section-title: அலங்காநல்லூர் பேரூர்: [872, 659, 1022, 676]
- edition-date: சென்னை 17.08.2025: [37, 19, 248, 42]
- paragraph: அமைப்பாளர் - பா.பாபு எண்.8, டாஸ்பேட்டை தெரு, உத்திரமேரூர், காஞ்சிபுரம் மாவட்டம்.: [303, 403, 551, 430]
- section-title: மதுராந்தகம் தெற்கு ஒன்றியம்: [71, 1972, 262, 1989]
- section: [303, 1252, 551, 1275]
- section-title: பகுதி 1: [387, 1280, 467, 1304]
- paragraph: துணை அமைப்பாளர்கள் - 1) மு.அஜிதோணி விட்டலாபுரம் கிராமம், திருக்கழுக்குன்றம் தாலுக்கா, செங்கல்பட்டு மாவட்டம். 2) ஜான்சன் புதுப்பட்டினம் கிராமம், திருக்கழுக்குன்றம் தாலுக்கா, செங்கல்பட்டு மாவட்டம். 3) எம்.கிளிண்டன் பெருமாட்டு கிராமம், திருக்கழுக்குன்றம் தாலுக்கா, செங்கல்பட்டு மாவட்டம். 4) டைமன்ராஜ் நெருமபூர் கிராமம், திருக்கழுக்குன்றம் தாலுக்கா, செங்கல்பட்டு மாவட்டம். 5) ஆர்.வேதசிரி ஆர்.புதுப்பட்டினம் கிராமம், திருக்கழுக்குன்றம் தாலுக்கா, செங்கல்பட்டு மாவட்டம்.: [43, 1149, 291, 1309]
- paragraph: அமைப்பாளர் - ஹ.சலீம்சேக் 1-157, பள்ளிவாசல் தெரு, கீழநாச்சிகுளம், வாடிப்பட்டி தாலுக்கா, மதுரை.: [563, 986, 811, 1013]
- paragraph: அமைப்பாளர் - எஸ்.சிக்கந்தர் 2/131, திருவாதவூர் ஆசாரி தெரு, மேலூர், மதுரை - 625110.: [563, 1802, 811, 1844]
- paragraph: அமைப்பாளர் - எம்.ஷாஜஹான் 5-45, சீதாலெட்சுமி நகர், யா.ஒத்தக்கடை, மதுரை.: [303, 2004, 551, 2031]
- section: [563, 1635, 811, 1775]
- section: [43, 1082, 291, 1311]
- paragraph: துணை அமைப்பாளர்கள் - 1) து.கோபி சம்பேத்கர் நகர் மெய்யூர் மதுராந்தகம் வட்டம், செங்கல்பட்டு மாவட்டம். 2) கோ.சிவனேசன் பிள்ளையார் கோவில் தெரு, ஈசூர் புதூர் அஞ்சல், மதுராந்தகம் வட்டம். 3) ம.ரகமதுல்லா நேதாஜி தெரு, சிதம்பரம் மதுராந்தகம் வட்டம், செங்கல்பட்டு மாவட்டம். 4) பி.முருகன் புக்கதுரை, மதுராந்தகம் வட்டம், செங்கல்பட்டு மாவட்டம். 5) ச.பிரதாப் அவையவாரி தெரு, பழமத்தூர் அஞ்சல், மதுராந்தகம் வட்டம், செங்கல்பட்டு மாவட்டம்.: [43, 1820, 291, 1966]
- paragraph: துணை அமைப்பாளர்கள் - 1) டே.பஷீர் ஜகார்பேட்டை தெரு, சின்ன காஞ்சிபுரம். 2) டே.சுல்தான் சின்ன காஞ்சிபுரம். 3) அ.அப்துல்லா நெய்தாட்டை, பழைய தெரு, சின்ன காஞ்சிபுரம். 4) பா.ஜாபர் ராஜா ஜகார்பேட்டை, தன்பாதி தெரு, சின்ன காஞ்சிபுரம்.: [303, 1472, 551, 1558]
- paragraph: அமைப்பாளர் - கே.சதாம் உசேன் பள்ளிவாசல் தெரு, வாடிப்பட்டி, மதுரை.: [823, 972, 1071, 999]
- section-title: மதுராந்தகம் நகரம்: [367, 147, 486, 163]
- paragraph: அமைப்பாளர் -எஸ்.மைது பீரான் வெள்ளியாப்பாறைவெண்டி கோவில் தெரு, மதுரை.: [823, 1261, 1071, 1288]
- paragraph: அமைப்பாளர் - ஏ.தாசில் முக்க போரம்பக்கம் கிராமம், செய்யூர் வட்டம், செங்கல்பட்டு மாவட்டம்.: [43, 1572, 291, 1599]
- section-title: இலத்தூர் தெற்கு ஒன்றியம்: [81, 834, 253, 851]
- continued-from-note: 20 ஆம் பக்கத் தொடர்ச்சி: [1576, 70, 1641, 125]
- paragraph: அமைப்பாளர் - பா.முகமது மாஷூக் கடப்பாக்கம் கிராமம் (ம) அஞ்சல், செய்யூர் வட்டம், செங்கல்பட்டு மாவட்டம்.: [43, 1338, 291, 1380]
- section: [563, 1401, 811, 1630]
- paragraph: துணை அமைப்பாளர்கள் - 1) பி.ஜெய்லானி 69-1-1, அகமதின் நகர், 5வது குறுக்குத் தெரு, கே.புதூர் அஞ்சல், மதுரை - 625007. 2) என்.ஜான்சன்பேபி 4-422, சிலோன் காலனி, பரசுராமன்பட்டி, மதுரை - 625007. 3) எஸ்.செயிபுரார் 9, உத்தாகுடி, கண்ணேந்தல், மதுரை - 625107. 4) எம்.பீர்முகமது 4/314-3, பரசுராமன்பட்டி மெயின் ரோடு, கே.புதூர், மதுரை - 7. 5) கே.சாதல் ஹமீது 1/404, பொறியாளர் நகர், திருப்பாலை அஞ்சல், மதுரை - 625007.: [823, 1829, 1071, 1959]
- paragraph: துணை அமைப்பாளர்கள் - 1) ஆர்.ராஜா முகமது 10 - 2/5, முஸ்லீம் தெரு, அ.வெள்ளாளப்பட்டி, மதுரை. 2) என்.முகமது பாஷா பள்ளிவாசல் தெரு, அ. வெள்ளாளப்பட்டி, மதுரை. 3) இ.இம்ரான்கான் 9-20, முஸ்லீம் தெரு, அ. வெள்ளாளப்பட்டி, மதுரை.: [823, 1291, 1071, 1362]
- paragraph: துணை அமைப்பாளர்கள் - 1) பாசுல் மலைப்பாளையம், கருங்குழி, மதுராந்தகம் வட்டம், செங்கல்பட்டு மாவட்டம். 2) பஷீர் ஜி.என்.பேட்டை, பள்ளப்பேட்டை, கருங்குழி, மதுராந்தகம் வட்டம், செங்கல்பட்டு மாவட்டம். 3) ஆனந்தபிரசாத் மலைப்பாளையம், கருங்குழி, மதுராந்தகம் வட்டம், செங்கல்பட்டு மாவட்டம். 4) அன்வர்தீன் கோட்டை, கருங்குழி, மதுராந்தகம் வட்டம், செங்கல்பட்டு மாவட்டம்.: [303, 941, 551, 1071]
- paragraph: துணை அமைப்பாளர்கள் - 1) எஸ்.ராஜா உசேன் பெரியார் மெயின் ரோடு, தேனூர் அஞ்சல், மதுரை. 2) ஏ.ரத்தனம் 3-174, வேனார் தெரு, சமயநல்லூர், மதுரை - 625402. 3) கே.சாகுல் ஹமீது பள்ளிவாசல் தெரு, சமயநல்லூர், மதுரை. 4) ஜேக் முகமது 1-357, பள்ளிவாசல் தெரு, சமயநல்லூர், மதுரை. 5) எம் சுருணா ஜோசப் 339, வள்ளி நகர், சமயநல்லூர், மதுரை.: [563, 638, 811, 753]
- text-column: [297, 143, 557, 2149]
- section: [823, 1558, 1071, 1756]
- section-title: அச்சிறுப்பாக்கம் பேரூர்: [351, 1078, 502, 1094]
- section: [303, 380, 551, 535]
- paragraph: 2) அ.தனில்லால் மதார கோவில் தெரு, சின்னகொங்கலம், காஞ்சிபுரம் மாவட்டம் - 631604. 3) அ.நூர் பாஷா முத்தியால்பேட்டை, காஞ்சிபுரம் மாவட்டம் - 631601. 4) வி.ரிச்சட்டுவரான் அமீபின்சிமி, காஞ்சிபுரம் மாவட்டம் - 631604. 5) வீரஜ்ஜிரன் சித்திரை மாசிக்கமின் கோவில் தெரு, அருக்கு மேடு, தென்னேரி அஞ்சல், காஞ்சிபுரம் மாவட்டம் - 631604.: [43, 144, 291, 260]
- text-column: [817, 143, 1077, 2049]
- section-title: கொட்டாம்பட்டி மேற்கு ஒன்றியம்: [578, 2217, 795, 2234]
- newspaper-name: முரசொலி: [643, 19, 731, 42]
- page-header: [37, 0, 1337, 64]
- paragraph: துணை அமைப்பாளர்கள் - 1) ச.செல்வக்குமார் 1-145ஏ, வடக்கு தெரு, புதுத்தாமரைப்பட்டி அஞ்சல், மதுரை - 625107. 2) எம்.அப்துல் ரஹீம் 2-189, அண்ணாநகர், ஐலசந்திக்கடை, மதுரை. 3) க.சிவனேசன் பாரதி நகர், யா.ஒத்தக்கடை, மதுரை. 4) என்.சித்துபதார் 702, இந்திரா நகர், நரசிங்கம், மதுரை. 5) ஏ.ரசிந்தா 2-330, பழைய பள்ளிக்கூடத் தெரு, திருமோகூர்: [303, 2033, 551, 2149]
- paragraph: துணை அமைப்பாளர்கள் - 1) எஸ்.அமானுல்லா 1-42, மேற்குத்தெரு, சுறம்பட்டி, வாடிப்பட்டி தாலுக்கா, மதுரை. 2) பி.சிக்கந்தர் ஷரி நசுகீந்தன், திருவாளவாயநல்லூர், வாடிப்பட்டி தாலுக்கா, மதுரை. 3) எ.ராஜா உசேன் தமிப்சேசம்பட்டி, ஆண்டிப்பட்டி அஞ்சல், வாடிப்பட்டி தாலுக்கா, மதுரை. 4) டி.திரவிய பொம்மன்பட்டி, அழகுபுரி, வாடிப்பட்டி தாலுக்கா, மதுரை. 5) பி.பவுன்ராஜ் பொம்மன்பட்டி, கருப்பட்டி அஞ்சல், வாடிப்பட்டி தாலுக்கா, மதுரை.: [563, 1016, 811, 1161]
- paragraph: துணை அமைப்பாளர்கள் - 1) ஏ.ஷாஜஹான் 2-44, வாச்சாம்பட்டி, கீழவளவு அஞ்சல், மேலூர் தாலுக்கா, மதுரை - 625102. 2) எச்.சாதல் ஹமீது கரையிப்பட்டி, கொங்கம்பட்டி அஞ்சல், மேலூர் தாலுக்கா, மதுரை - 625102. 3) என்.காதர் அலி நாவினிப்பட்டி, மேலூர் தாலுக்கா, மதுரை. 4) எஸ்.நாகூர் அனீஃபா 257-4, சூசு கோவில் தெரு, கீழையூர் அஞ்சல், மேலூர் தாலுக்கா, மதுரை - 625106. 5) கே.சையது புகாரி 3-137, முத்துசாமி பட்டி, செம்மணிப்பட்டி அஞ்சல், மேலூர் தாலுக்கா, மதுரை.: [563, 1468, 811, 1628]
- section: [823, 1239, 1071, 1363]
- section-title: ஆனையூர் பகுதி: [894, 1369, 1000, 1385]
- page-footer: [37, 2061, 1337, 2120]
- section-title: கொட்டாம்பட்டி தெற்கு ஒன்றியம்: [839, 296, 1055, 313]
